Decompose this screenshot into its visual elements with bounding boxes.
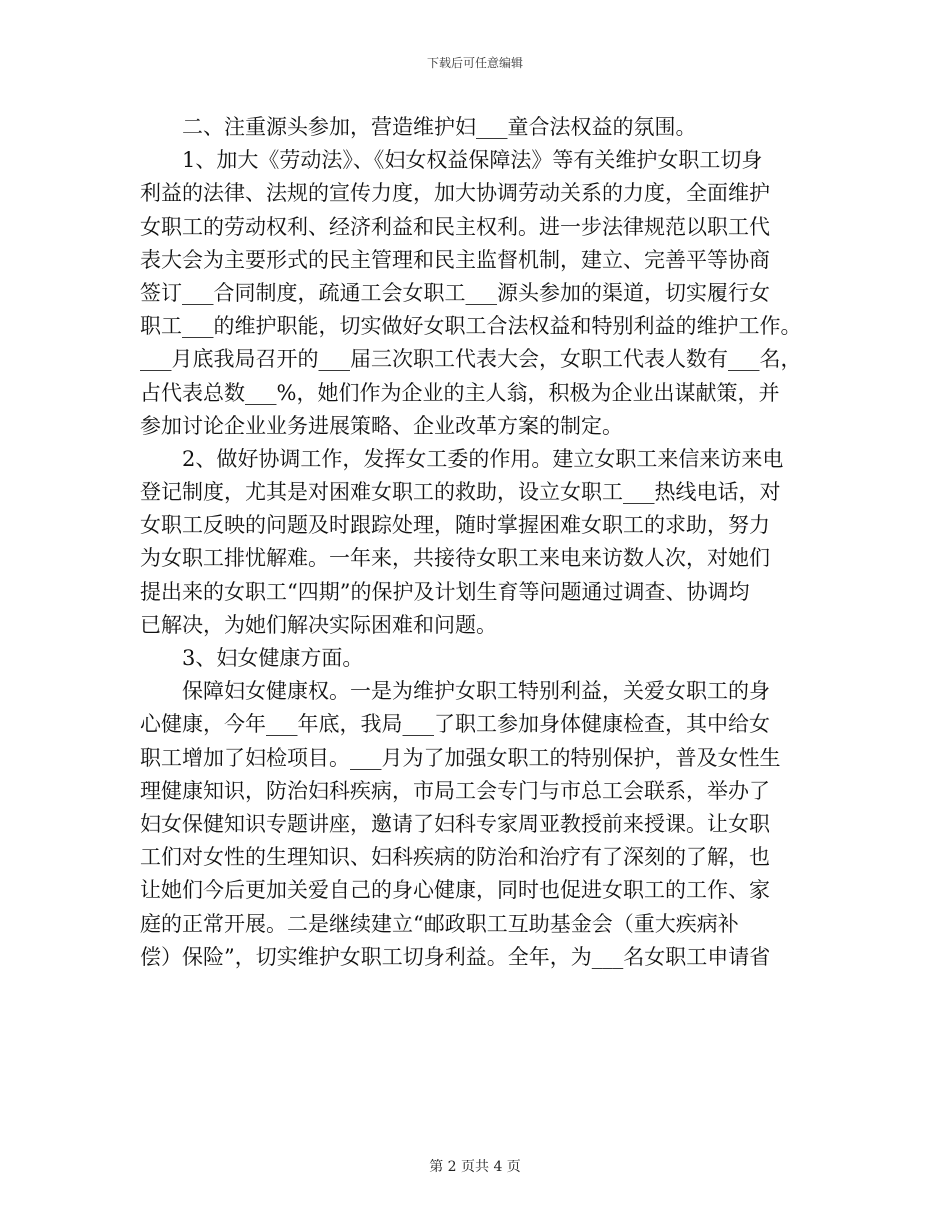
body-line: 2、做好协调工作，发挥女工委的作用。建立女职工来信来访来电 (140, 446, 784, 471)
body-line: 二、注重源头参加，营造维护妇___童合法权益的氛围。 (140, 115, 697, 139)
body-line: 心健康，今年___年底，我局___了职工参加身体健康检查，其中给女 (140, 712, 770, 737)
body-line: 利益的法律、法规的宣传力度，加大协调劳动关系的力度，全面维护 (140, 181, 770, 206)
page-footer: 第 2 页共 4 页 (429, 1159, 521, 1175)
body-line: 妇女保健知识专题讲座，邀请了妇科专家周亚教授前来授课。让女职 (140, 811, 770, 836)
body-line: 为女职工排忧解难。一年来，共接待女职工来电来访数人次，对她们 (140, 546, 770, 571)
page-header: 下载后可任意编辑 (426, 56, 523, 70)
body-line: 保障妇女健康权。一是为维护女职工特别利益，关爱女职工的身 (140, 679, 770, 704)
document-body (140, 111, 820, 974)
body-line: 职工___的维护职能，切实做好女职工合法权益和特别利益的维护工作。 (140, 314, 802, 339)
body-line: 庭的正常开展。二是继续建立“邮政职工互助基金会（重大疾病补 (140, 911, 739, 936)
body-line: 表大会为主要形式的民主管理和民主监督机制，建立、完善平等协商 (140, 247, 770, 272)
body-line: 偿）保险”，切实维护女职工切身利益。全年，为___名女职工申请省 (140, 944, 771, 969)
body-line: 已解决，为她们解决实际困难和问题。 (140, 612, 497, 637)
body-line: 签订___合同制度，疏通工会女职工___源头参加的渠道，切实履行女 (140, 280, 770, 305)
body-line: 提出来的女职工“四期”的保护及计划生育等问题通过调查、协调均 (140, 579, 750, 604)
body-line: 占代表总数___%，她们作为企业的主人翁，积极为企业出谋献策，并 (140, 380, 780, 405)
body-line: 职工增加了妇检项目。___月为了加强女职工的特别保护，普及女性生 (140, 745, 781, 770)
body-line: 参加讨论企业业务进展策略、企业改革方案的制定。 (140, 413, 623, 438)
body-line: 1、加大《劳动法》、《妇女权益保障法》等有关维护女职工切身 (140, 148, 763, 173)
body-line: 女职工反映的问题及时跟踪处理，随时掌握困难女职工的求助，努力 (140, 513, 770, 538)
body-line: 女职工的劳动权利、经济利益和民主权利。进一步法律规范以职工代 (140, 214, 770, 239)
body-line: 工们对女性的生理知识、妇科疾病的防治和治疗有了深刻的了解，也 (140, 845, 770, 870)
body-line: 让她们今后更加关爱自己的身心健康，同时也促进女职工的工作、家 (140, 878, 770, 903)
body-line: ___月底我局召开的___届三次职工代表大会，女职工代表人数有___名， (140, 347, 802, 372)
body-line: 3、妇女健康方面。 (140, 646, 364, 670)
body-line: 理健康知识，防治妇科疾病，市局工会专门与市总工会联系，举办了 (140, 778, 770, 803)
body-line: 登记制度，尤其是对困难女职工的救助，设立女职工___热线电话，对 (140, 480, 781, 505)
